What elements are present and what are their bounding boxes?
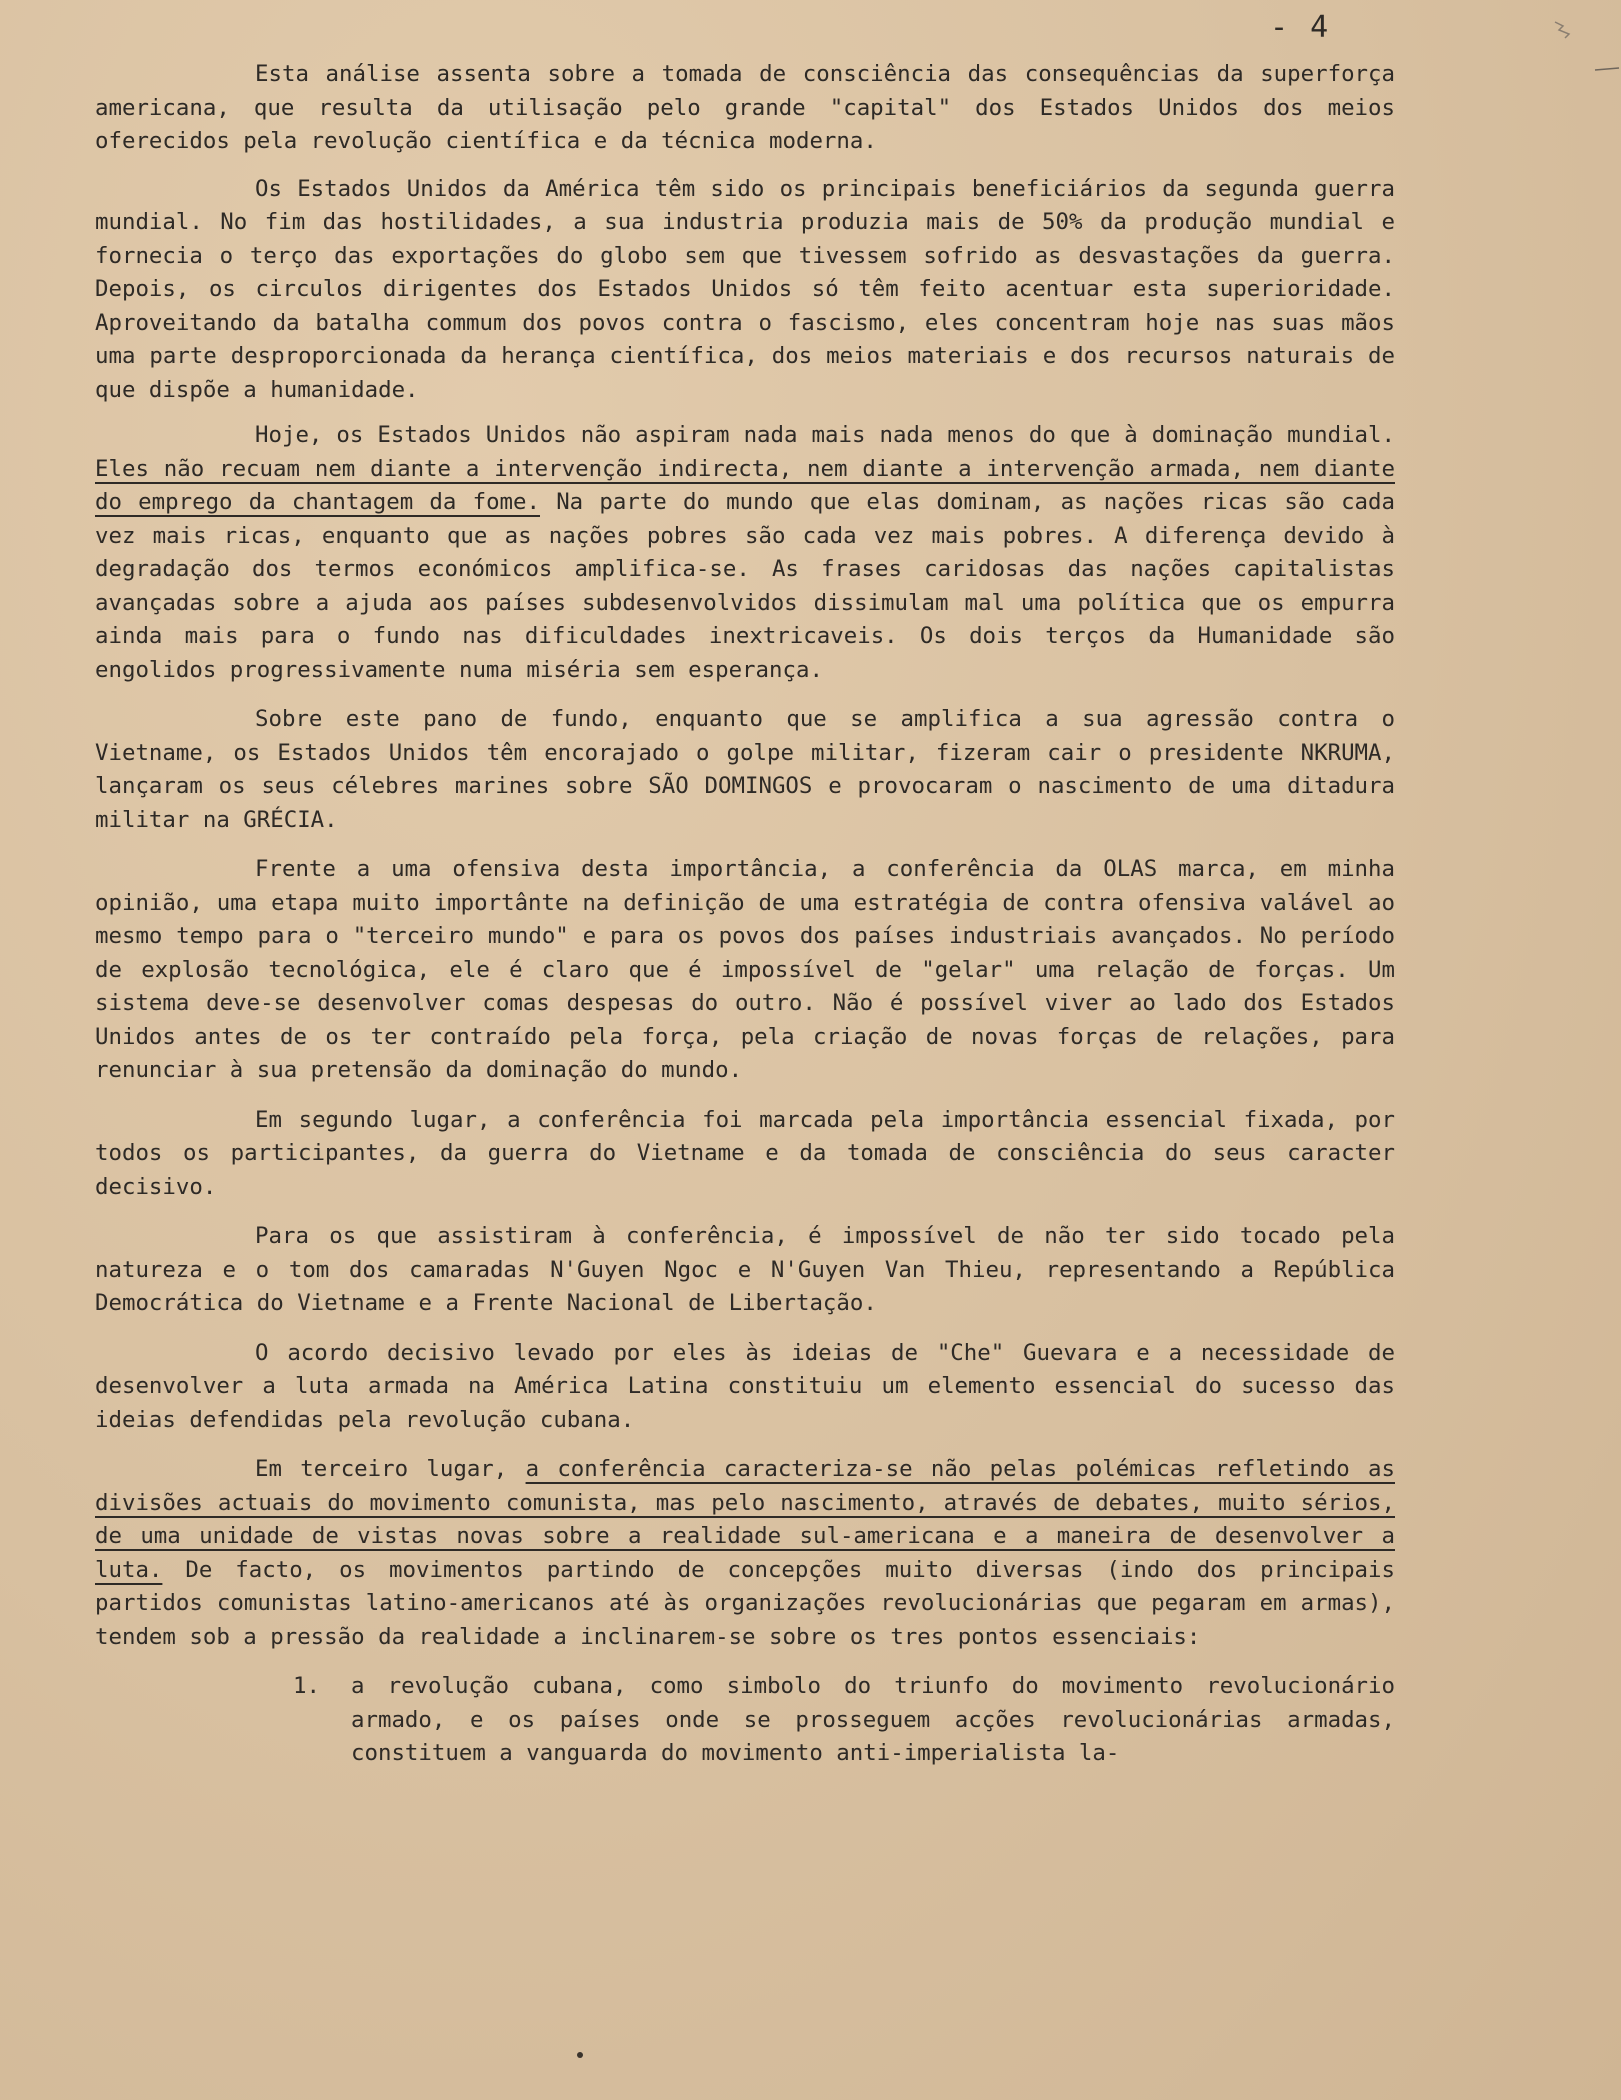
paragraph-9: [95, 1453, 1395, 1654]
paragraph-8-text: O acordo decisivo levado por eles às ideias de "Che" Guevara e a necessidade de desenvolver a luta armada na América Latina constituiu um elemento essencial do sucesso das ideias defendidas pela revolução cubana.: [95, 1339, 1395, 1433]
paragraph-8: [95, 1337, 1395, 1438]
paragraph-2: [95, 173, 1395, 408]
ink-smudge: [1551, 14, 1581, 44]
list-item-1: [95, 1670, 1395, 1771]
paragraph-7: [95, 1220, 1395, 1321]
page-number: - 4: [1270, 10, 1331, 45]
paragraph-9-text: Em terceiro lugar,: [255, 1456, 526, 1482]
paragraph-1-text: Esta análise assenta sobre a tomada de consciência das consequências da superforça americana, que resulta da utilisação pelo grande "capital" dos Estados Unidos dos meios oferecidos pela revolução científica e da técnica moderna.: [95, 61, 1395, 154]
paragraph-3: [95, 419, 1395, 687]
paragraph-1: [95, 58, 1395, 159]
paragraph-3-text-continued: Na parte do mundo que elas dominam, as nações ricas são cada vez mais ricas, enquanto que as nações pobres são cada vez mais pobres. A diferença devido à degradação dos termos económicos amplifica-se. As frases caridosas das nações capitalistas avançadas sobre a ajuda aos países subdesenvolvidos dissimulam mal uma política que os empurra ainda mais para o fundo nas dificuldades inextricaveis. Os dois terços da Humanidade são engolidos progressivamente numa miséria sem esperança.: [95, 489, 1395, 683]
paragraph-4-text: Sobre este pano de fundo, enquanto que se amplifica a sua agressão contra o Vietname, os Estados Unidos têm encorajado o golpe militar, fizeram cair o presidente NKRUMA, lançaram os seus célebres marines sobre SÃO DOMINGOS e provocaram o nascimento de uma ditadura militar na GRÉCIA.: [95, 706, 1395, 833]
paragraph-7-text: Para os que assistiram à conferência, é impossível de não ter sido tocado pela natureza e o tom dos camaradas N'Guyen Ngoc e N'Guyen Van Thieu, representando a República Democrática do Vietname e a Frente Nacional de Libertação.: [95, 1223, 1395, 1316]
paragraph-6-text: Em segundo lugar, a conferência foi marcada pela importância essencial fixada, por todos os participantes, da guerra do Vietname e da tomada de consciência do seus caracter decisivo.: [95, 1106, 1395, 1200]
paragraph-2-text: Os Estados Unidos da América têm sido os principais beneficiários da segunda guerra mundial. No fim das hostilidades, a sua industria produzia mais de 50% da produção mundial e fornecia o terço das exportações do globo sem que tivessem sofrido as desvastações da guerra. Depois, os circulos dirigentes dos Estados Unidos só têm feito acentuar esta superioridade. Aproveitando da batalha commum dos povos contra o fascismo, eles concentram hoje nas suas mãos uma parte desproporcionada da herança científica, dos meios materiais e dos recursos naturais de que dispõe a humanidade.: [95, 175, 1395, 403]
paragraph-4: [95, 703, 1395, 837]
document-body: [95, 58, 1395, 1771]
paragraph-6: [95, 1104, 1395, 1205]
paragraph-9-underlined-text: a conferência caracteriza-se não pelas polémicas refletindo as divisões actuais do movimento comunista, mas pelo nascimento, através de debates, muito sérios, de uma unidade de vistas novas sobre a realidade sul-americana e a maneira de desenvolver a luta.: [95, 1456, 1395, 1583]
paragraph-3-underlined-text: Eles não recuam nem diante a intervenção indirecta, nem diante a intervenção armada, nem diante do emprego da chantagem da fome.: [95, 455, 1395, 515]
page-dot-mark: [577, 2052, 583, 2058]
paragraph-3-text: Hoje, os Estados Unidos não aspiram nada mais nada menos do que à dominação mundial.: [255, 422, 1395, 448]
paragraph-9-text-continued: De facto, os movimentos partindo de concepções muito diversas (indo dos principais partidos comunistas latino-americanos até às organizações revolucionárias que pegaram em armas), tendem sob a pressão da realidade a inclinarem-se sobre os tres pontos essenciais:: [95, 1556, 1395, 1650]
list-item-number: 1.: [293, 1673, 320, 1699]
list-item-text: a revolução cubana, como simbolo do triunfo do movimento revolucionário armado, e os países onde se prosseguem acções revolucionárias armadas, constituem a vanguarda do movimento anti-imperialista la-: [351, 1673, 1395, 1766]
paragraph-5: [95, 853, 1395, 1088]
paper-fold-mark: [1593, 60, 1621, 80]
paragraph-5-text: Frente a uma ofensiva desta importância, a conferência da OLAS marca, em minha opinião, uma etapa muito importânte na definição de uma estratégia de contra ofensiva valável ao mesmo tempo para o "terceiro mundo" e para os povos dos países industriais avançados. No período de explosão tecnológica, ele é claro que é impossível de "gelar" uma relação de forças. Um sistema deve-se desenvolver comas despesas do outro. Não é possível viver ao lado dos Estados Unidos antes de os ter contraído pela força, pela criação de novas forças de relações, para renunciar à sua pretensão da dominação do mundo.: [95, 856, 1395, 1083]
